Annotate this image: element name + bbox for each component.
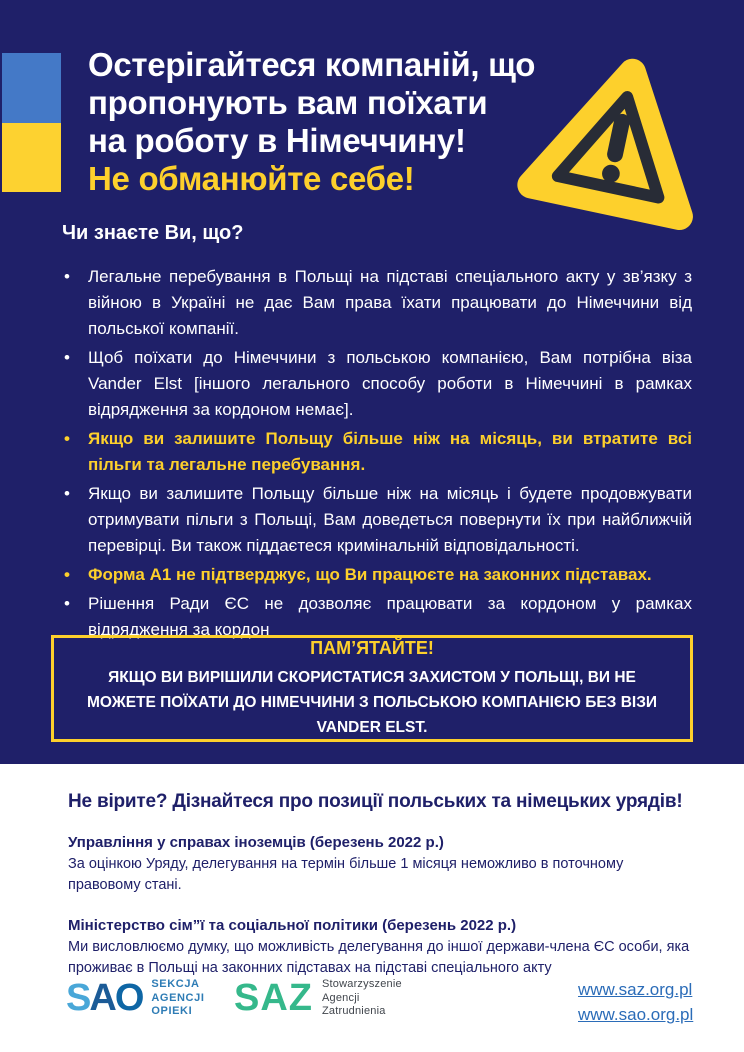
memo-body: ЯКЩО ВИ ВИРІШИЛИ СКОРИСТАТИСЯ ЗАХИСТОМ У ПОЛЬЩІ, ВИ НЕ МОЖЕТЕ ПОЇХАТИ ДО НІМЕЧЧИНИ З ПОЛЬСЬКОЮ КОМПАНІЄЮ БЕЗ ВІЗИ VANDER ELST. bbox=[86, 668, 658, 736]
info-item-text: За оцінкою Уряду, делегування на термін більше 1 місяця неможливо в поточному правовому стані. bbox=[68, 856, 624, 893]
saz-logo-line: Agencji bbox=[322, 991, 360, 1004]
sao-logo-line: SEKCJA bbox=[151, 978, 200, 990]
saz-logo-text bbox=[322, 978, 402, 1019]
sao-logo bbox=[66, 978, 204, 1019]
headline-highlight: Не обманюйте себе! bbox=[88, 160, 415, 197]
footer bbox=[0, 968, 744, 1052]
ukraine-flag-icon bbox=[2, 53, 61, 192]
flag-yellow-stripe bbox=[2, 123, 61, 192]
saz-logo-line: Stowarzyszenie bbox=[322, 978, 402, 990]
bullet-item-2: • Щоб поїхати до Німеччини з польською компанією, Вам потрібна віза Vander Elst [іншого легального способу роботи в Німеччині в рамках відрядження за кордоном немає]. bbox=[62, 345, 692, 423]
headline bbox=[88, 46, 558, 198]
bullet-item-1: • Легальне перебування в Польщі на підставі спеціального акту у зв’язку з війною в Україні не дає Вам права їхати працювати до Німеччини від польської компанії. bbox=[62, 264, 692, 342]
sao-logo-mark bbox=[66, 977, 143, 1020]
info-item-title: Міністерство сім”ї та соціальної політики (березень 2022 р.) bbox=[68, 917, 517, 934]
footer-links bbox=[578, 980, 693, 1025]
saz-logo bbox=[234, 978, 402, 1019]
bullet-item-6: • Рішення Ради ЄС не дозволяє працювати за кордоном у рамках відрядження за кордон bbox=[62, 591, 692, 643]
memo-title: ПАМ’ЯТАЙТЕ! bbox=[310, 637, 434, 658]
subheading: Чи знаєте Ви, що? bbox=[62, 222, 244, 244]
sao-logo-line: AGENCJI bbox=[151, 991, 205, 1004]
sao-logo-line: OPIEKI bbox=[151, 1005, 193, 1017]
saz-logo-line: Zatrudnienia bbox=[322, 1005, 386, 1017]
saz-logo-mark: SAZ bbox=[234, 977, 313, 1020]
headline-line-3: на роботу в Німеччину! bbox=[88, 122, 466, 159]
sao-logo-text bbox=[151, 978, 204, 1019]
flag-blue-stripe bbox=[2, 53, 61, 123]
bullet-item-4: • Якщо ви залишите Польщу більше ніж на місяць і будете продовжувати отримувати пільги з Польщі, Вам доведеться повернути їх при найближчій перевірці. Ви також піддаєтеся кримінальній відповідальності. bbox=[62, 481, 692, 559]
info-item-text: Ми висловлюємо думку, що можливість делегування до іншої держави-члена ЄС особи, яка проживає в Польщі на законних підставах на підставі спеціального акту bbox=[68, 939, 690, 976]
sao-website-link[interactable]: www.sao.org.pl bbox=[578, 1005, 694, 1024]
bullet-item-5: • Форма A1 не підтверджує, що Ви працюєте на законних підставах. bbox=[62, 562, 692, 588]
sao-letter-o: O bbox=[114, 977, 143, 1020]
info-item-title: Управління у справах іноземців (березень 2022 р.) bbox=[68, 834, 444, 851]
memo-box bbox=[51, 635, 693, 742]
info-item-foreigners-office bbox=[68, 834, 690, 896]
info-heading: Не вірите? Дізнайтеся про позиції польських та німецьких урядів! bbox=[68, 791, 683, 812]
bullet-item-3: • Якщо ви залишите Польщу більше ніж на місяць, ви втратите всі пільги та легальне перебування. bbox=[62, 426, 692, 478]
sao-letter-s: S bbox=[66, 977, 90, 1020]
sao-letter-a: A bbox=[89, 977, 115, 1020]
headline-line-2: пропонують вам поїхати bbox=[88, 84, 488, 121]
saz-website-link[interactable]: www.saz.org.pl bbox=[578, 980, 693, 999]
headline-line-1: Остерігайтеся компаній, що bbox=[88, 46, 536, 83]
bullet-list bbox=[62, 264, 692, 646]
